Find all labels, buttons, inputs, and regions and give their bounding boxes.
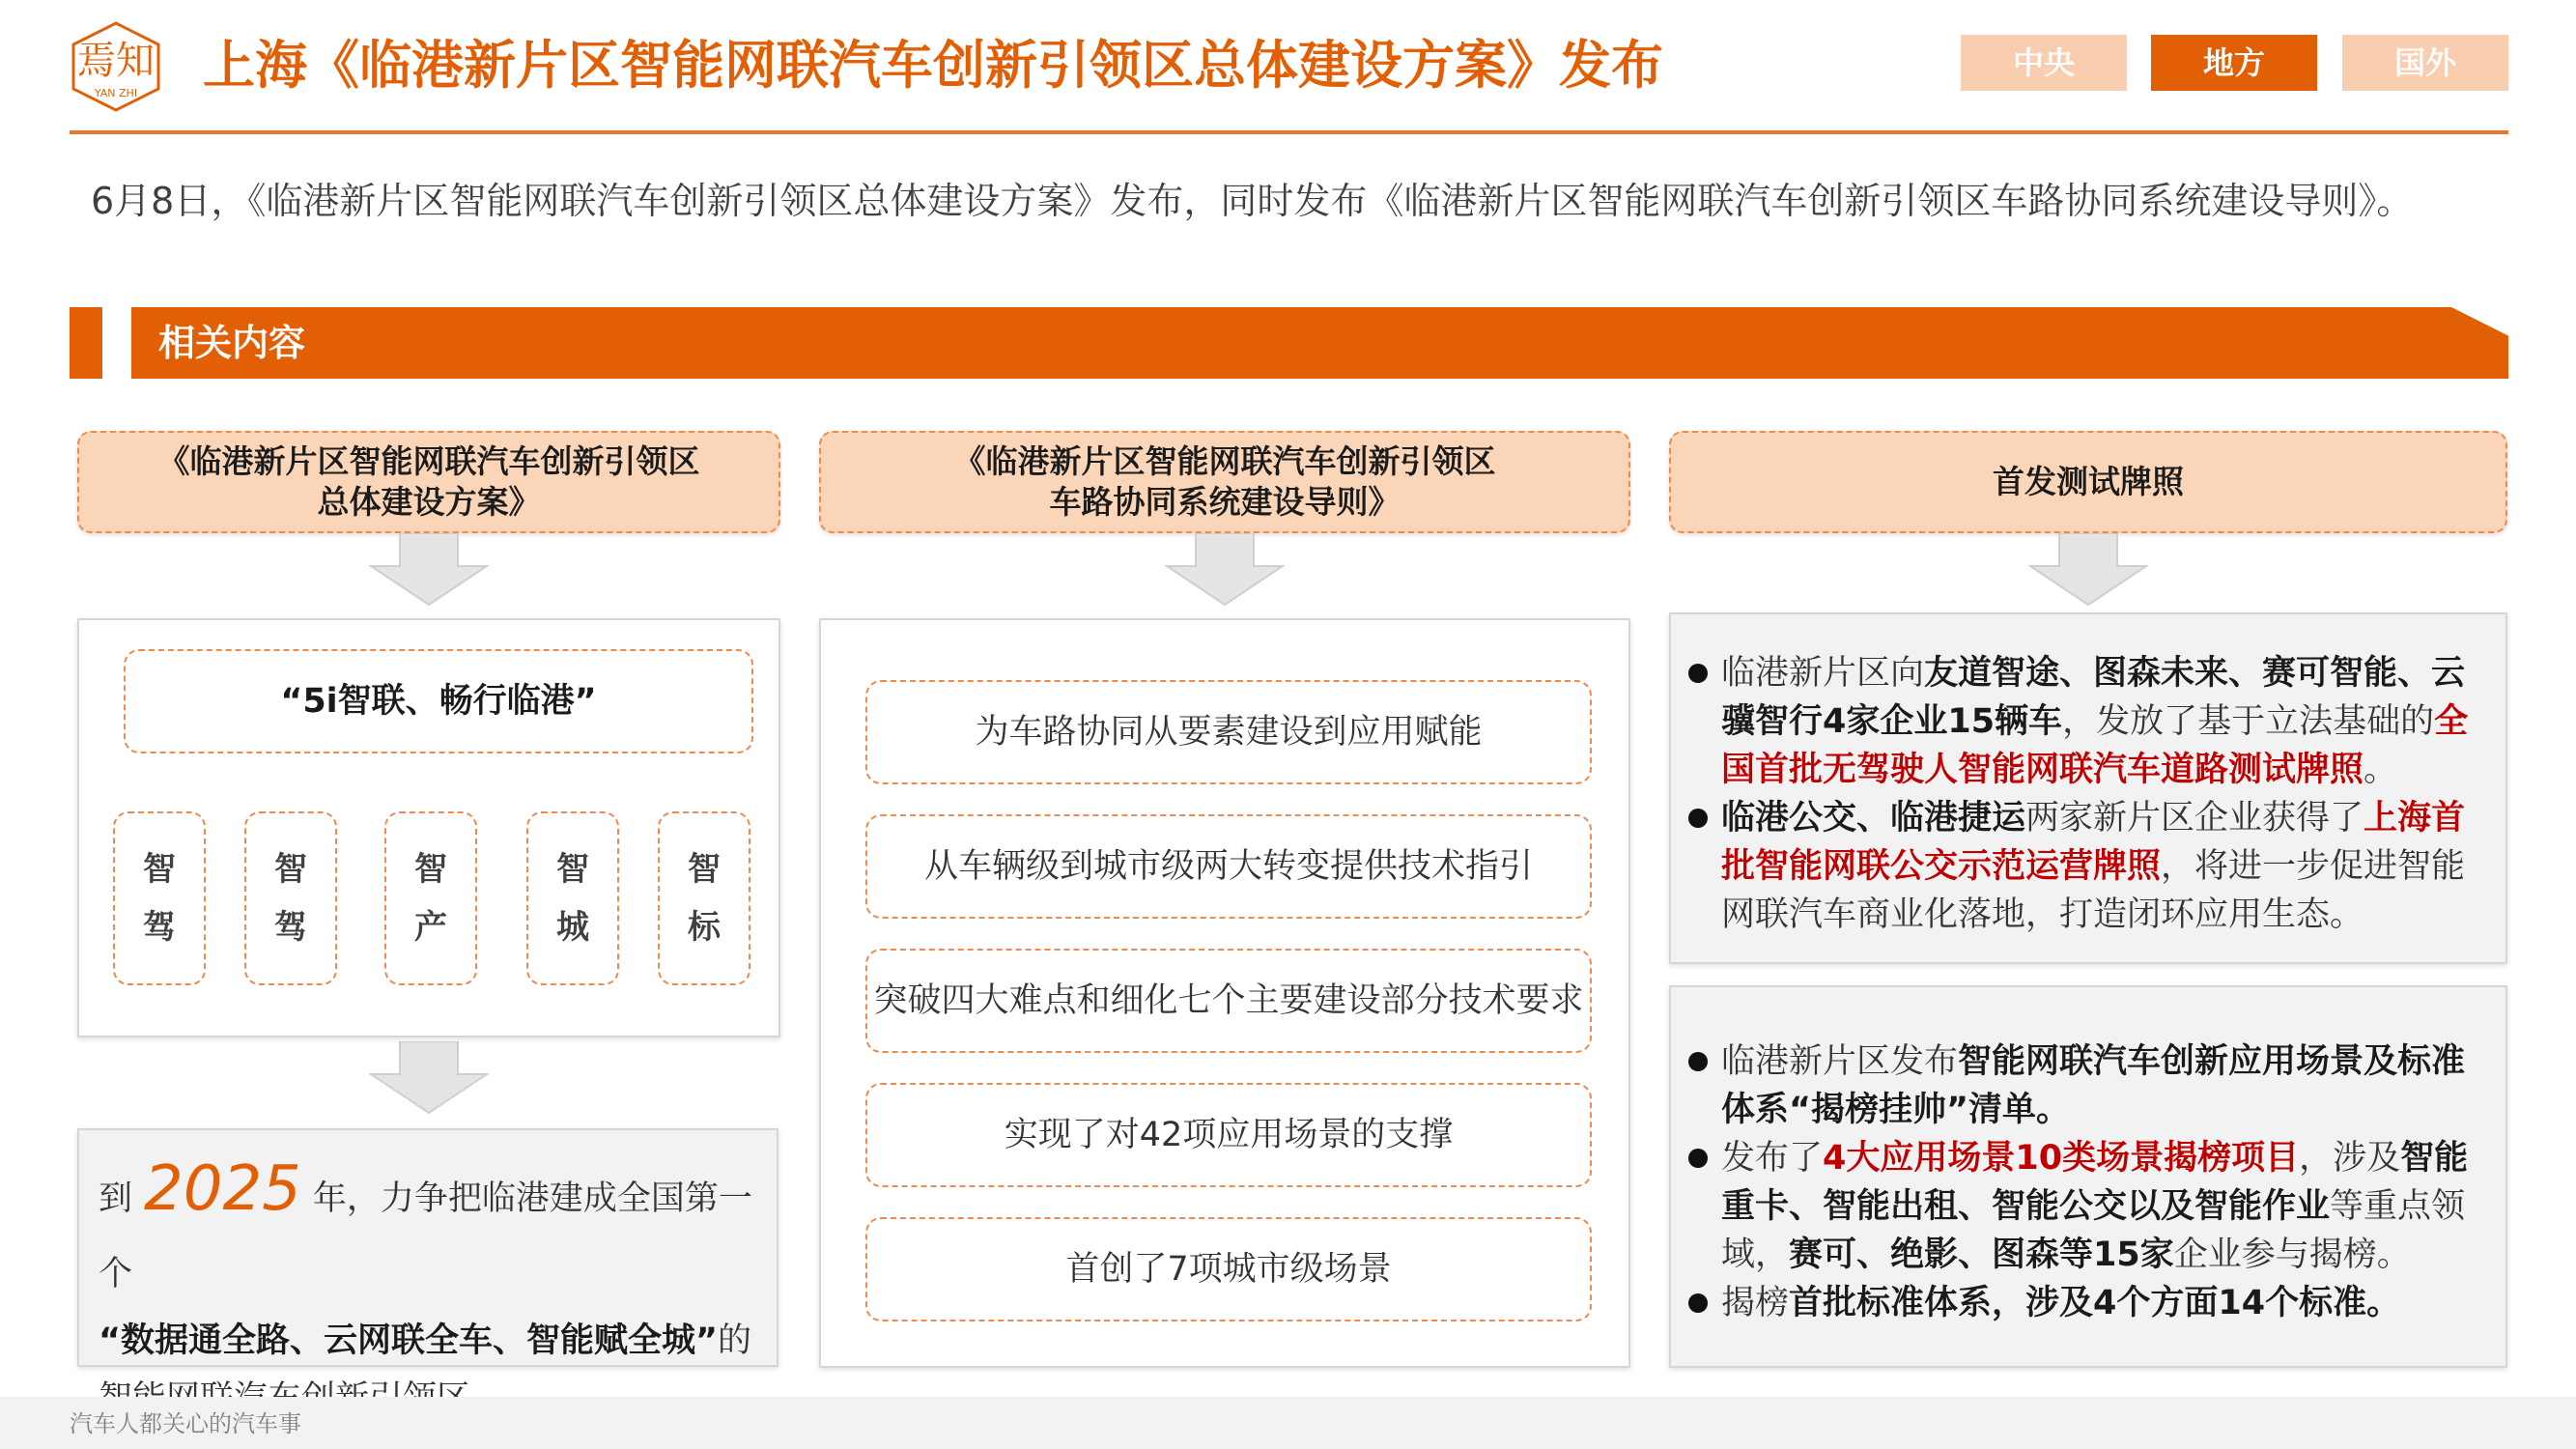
scenario-bullet — [1721, 1037, 2471, 1134]
right-head-title: 首发测试牌照 — [1993, 463, 2184, 500]
left-head-line-2: 总体建设方案》 — [317, 483, 541, 521]
text: ，涉及 — [2299, 1139, 2401, 1178]
section-banner-marker — [70, 307, 102, 379]
pillar-char-2: 驾 — [143, 908, 176, 947]
footer-bar — [0, 1397, 2576, 1449]
pillar-char-1: 智 — [414, 850, 447, 889]
pillar-char-1: 智 — [274, 850, 307, 889]
down-arrow-icon — [369, 1041, 489, 1115]
license-bullet — [1721, 649, 2471, 794]
svg-text:焉知: 焉知 — [77, 39, 155, 83]
tab-foreign[interactable]: 国外 — [2342, 35, 2508, 91]
text: 临港新片区发布 — [1721, 1042, 1959, 1081]
pillar-card — [526, 811, 619, 985]
text: 两家新片区企业获得了 — [2025, 799, 2364, 838]
pillar-card — [244, 811, 337, 985]
highlight-text: 上海首批智能网联公交示范运营牌照 — [1721, 799, 2466, 886]
license-box — [1669, 612, 2507, 964]
scenario-bullet — [1721, 1134, 2471, 1279]
highlight-text: 全国首批无驾驶人智能网联汽车道路测试牌照 — [1721, 702, 2469, 789]
pillar-card — [384, 811, 477, 985]
left-column-head — [77, 431, 780, 533]
text: 企业参与揭榜。 — [2173, 1236, 2411, 1274]
license-bullet — [1721, 794, 2471, 939]
text: 智能网联汽车创新应用场景及标准体系“揭榜挂帅”清单。 — [1721, 1042, 2466, 1129]
text: 临港公交、临港捷运 — [1721, 799, 2026, 838]
guideline-item: 为车路协同从要素建设到应用赋能 — [865, 680, 1592, 784]
guideline-item: 突破四大难点和细化七个主要建设部分技术要求 — [865, 949, 1592, 1053]
header-divider — [70, 130, 2508, 134]
guideline-item: 实现了对42项应用场景的支撑 — [865, 1083, 1592, 1187]
text: 发布了 — [1721, 1139, 1824, 1178]
pillar-char-1: 智 — [143, 850, 176, 889]
pillar-char-2: 产 — [414, 908, 447, 947]
down-arrow-icon — [2028, 533, 2148, 607]
pillar-char-2: 城 — [556, 908, 589, 947]
text: 智能重卡、智能出租、智能公交以及智能作业 — [1721, 1139, 2469, 1226]
goal-slogan: “数据通全路、云网联全车、智能赋全城” — [99, 1321, 719, 1360]
tab-local[interactable]: 地方 — [2151, 35, 2317, 91]
down-arrow-icon — [369, 533, 489, 607]
svg-text:YAN ZHI: YAN ZHI — [94, 87, 138, 99]
left-head-line-1: 《临港新片区智能网联汽车创新引领区 — [157, 442, 700, 480]
text: 揭榜 — [1721, 1284, 1790, 1322]
text: 。 — [2364, 751, 2398, 789]
text: 临港新片区向 — [1721, 654, 1925, 693]
text: ，发放了基于立法基础的 — [2062, 702, 2435, 741]
pillar-char-1: 智 — [688, 850, 721, 889]
goal-box — [77, 1128, 778, 1367]
text: 友道智途、图森未来、赛可智能、云骥智行4家企业15辆车 — [1721, 654, 2466, 741]
middle-head-line-1: 《临港新片区智能网联汽车创新引领区 — [953, 442, 1496, 480]
pillar-char-2: 驾 — [274, 908, 307, 947]
yanzhi-logo — [66, 19, 166, 112]
goal-mid: 年，力争把临港建成全国第一个 — [99, 1179, 752, 1293]
section-banner — [131, 307, 2508, 379]
footer-text: 汽车人都关心的汽车事 — [70, 1410, 301, 1437]
goal-year: 2025 — [144, 1153, 301, 1225]
middle-column-head — [819, 431, 1630, 533]
text: ，将进一步促进智能网联汽车商业化落地，打造闭环应用生态。 — [1721, 847, 2466, 934]
scenario-bullet — [1721, 1279, 2471, 1327]
guideline-item: 首创了7项城市级场景 — [865, 1217, 1592, 1321]
text: 等重点领域， — [1721, 1187, 2466, 1274]
text: 赛可、绝影、图森等15家 — [1789, 1236, 2174, 1274]
down-arrow-icon — [1165, 533, 1285, 607]
tab-central[interactable]: 中央 — [1961, 35, 2127, 91]
pillar-card — [113, 811, 206, 985]
middle-head-line-2: 车路协同系统建设导则》 — [1049, 483, 1401, 521]
pillar-card — [658, 811, 750, 985]
right-column-head — [1669, 431, 2507, 533]
intro-text: 6月8日，《临港新片区智能网联汽车创新引领区总体建设方案》发布，同时发布《临港新片区智能网联汽车创新引领区车路协同系统建设导则》。 — [91, 180, 2414, 222]
slogan-box: “5i智联、畅行临港” — [124, 649, 753, 753]
goal-post: 的 — [718, 1321, 752, 1360]
pillar-char-2: 标 — [688, 908, 721, 947]
page-title: 上海《临港新片区智能网联汽车创新引领区总体建设方案》发布 — [203, 35, 1663, 96]
guideline-item: 从车辆级到城市级两大转变提供技术指引 — [865, 814, 1592, 919]
pillar-char-1: 智 — [556, 850, 589, 889]
highlight-text: 4大应用场景10类场景揭榜项目 — [1823, 1139, 2300, 1178]
scenario-box — [1669, 985, 2507, 1368]
goal-pre: 到 — [99, 1179, 133, 1218]
section-title: 相关内容 — [158, 322, 306, 364]
text: 首批标准体系，涉及4个方面14个标准。 — [1789, 1284, 2401, 1322]
